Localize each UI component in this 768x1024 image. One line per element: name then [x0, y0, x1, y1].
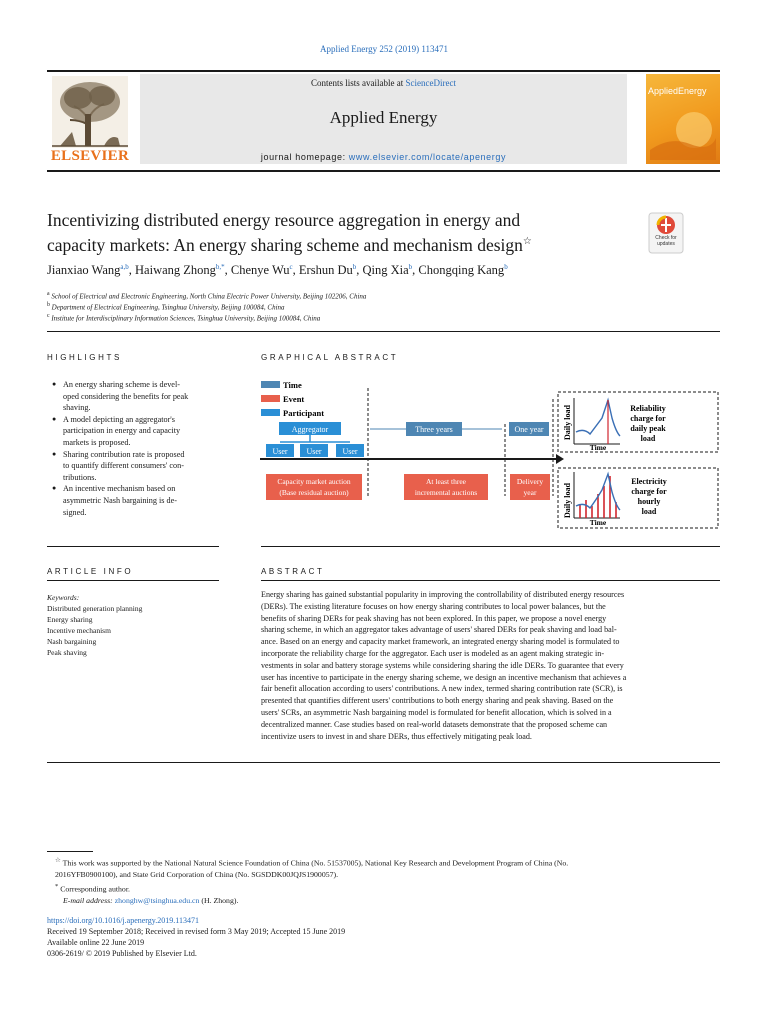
graphical-abstract-figure — [258, 374, 720, 530]
article-info-rule — [47, 580, 219, 581]
highlight-item: ● An incentive mechanism based on asymmetric Nash bargaining is de- signed. — [52, 483, 222, 518]
highlights-heading: HIGHLIGHTS — [47, 353, 122, 362]
author[interactable]: Chongqing Kang$^b$ — [418, 263, 508, 278]
journal-homepage — [140, 152, 627, 162]
article-info-heading: ARTICLE INFO — [47, 567, 134, 576]
reliability-text: load — [640, 434, 656, 443]
affiliation: $^c$ Institute for Interdisciplinary Information Sciences, Tsinghua University, Beijing 100084, China — [47, 313, 321, 323]
keyword: Peak shaving — [47, 648, 87, 657]
abstract-text: Energy sharing has gained substantial popularity in improving the controllability of distributed energy resources (DERs). The existing literature focuses on how energy sharing contributes to local power balances, but the benefits of sharing DERs for peak shaving has not been explored. In this paper, we propose a novel energy sharing scheme, in which an aggregator takes advantage of users' shared DERs for peak shaving and load bal- ance. Based on an energy and capacity market framework, an integrated energy sharing model is formulated to incorporate the reliability charge for the aggregator. Each user is modeled as an agent making strategic in- vestments in solar and battery storage systems while considering sharing the idle DERs. To guarantee that every user has incentive to participate in the energy sharing scheme, we design an incentive mechanism that achieves a fair benefit allocation according to users' contributions. A new index, termed sharing contribution rate (SCR), is presented that quantifies different users' contributions to both energy sharing and peak shaving. Based on the users' SCRs, an asymmetric Nash bargaining model is formulated for benefit allocation, which is solved in a decentralized manner. Case studies based on real-world datasets demonstrate that the proposed scheme can incentivize users to invest in and share DERs, thus effectively mitigating peak load. — [261, 590, 627, 741]
timeline-arrowhead — [556, 454, 564, 464]
author-list: Jianxiao Wang$^{a,b}$, Haiwang Zhong$^{b,*}$, Chenye Wu$^c$, Ershun Du$^b$, Qing Xia$^b$, Chongqing Kang$^b$ — [47, 263, 508, 278]
legend-time-swatch — [261, 381, 280, 388]
header-top-rule — [47, 70, 720, 72]
event-label: Delivery — [516, 477, 544, 486]
graphical-abstract-bottom-rule — [261, 546, 720, 547]
highlights-list — [52, 379, 222, 518]
electricity-text: charge for — [631, 487, 667, 496]
legend-participant-swatch — [261, 409, 280, 416]
electricity-text: load — [641, 507, 657, 516]
author[interactable]: Jianxiao Wang$^{a,b}$ — [47, 263, 129, 278]
cover-art — [650, 100, 716, 160]
legend-event: Event — [283, 394, 305, 404]
cover-title: AppliedEnergy — [648, 86, 707, 96]
user-label: User — [342, 447, 358, 456]
daily-load-label: Daily load — [563, 483, 572, 518]
publication-info — [47, 915, 345, 959]
reliability-text: charge for — [630, 414, 666, 423]
daily-load-label: Daily load — [563, 405, 572, 440]
keywords-block — [47, 592, 142, 658]
paper-title — [47, 210, 607, 256]
author[interactable]: Ershun Du$^b$ — [298, 263, 357, 278]
one-year-label: One year — [514, 425, 544, 434]
title-line-2: capacity markets: An energy sharing scheme and mechanism design — [47, 234, 523, 255]
author[interactable]: Haiwang Zhong$^{b,*}$ — [135, 263, 225, 278]
received-dates: Received 19 September 2018; Received in revised form 3 May 2019; Accepted 15 June 2019 — [47, 927, 346, 936]
electricity-text: hourly — [637, 497, 661, 506]
keywords-label: Keywords: — [47, 593, 80, 602]
homepage-link[interactable]: www.elsevier.com/locate/apenergy — [348, 152, 507, 162]
funding-footnote: ☆ This work was supported by the National Natural Science Foundation of China (No. 51537005), National Key Research and Development Program of China (No. 2016YFB0900100), and State Grid Corporation of China (No. SGSDDK00JQJS1900057). — [55, 857, 569, 879]
keyword: Incentive mechanism — [47, 626, 111, 635]
title-footnote-mark[interactable]: ☆ — [522, 236, 532, 247]
reliability-load-curve — [576, 400, 620, 436]
keyword: Energy sharing — [47, 615, 93, 624]
abstract-heading: ABSTRACT — [261, 567, 325, 576]
homepage-prefix: journal homepage: — [260, 152, 346, 162]
affiliation: $^b$ Department of Electrical Engineering, Tsinghua University, Beijing 100084, China — [47, 302, 285, 312]
user-label: User — [306, 447, 322, 456]
legend-participant: Participant — [283, 408, 325, 418]
keyword: Distributed generation planning — [47, 604, 143, 613]
electricity-text: Electricity — [631, 477, 667, 486]
event-label: Capacity market auction — [277, 477, 351, 486]
journal-citation[interactable]: Applied Energy 252 (2019) 113471 — [320, 44, 448, 54]
elsevier-tree-logo — [52, 76, 128, 148]
email-link[interactable]: zhonghw@tsinghua.edu.cn — [114, 895, 200, 905]
contents-prefix: Contents lists available at — [311, 78, 404, 88]
title-line-1: Incentivizing distributed energy resource aggregation in energy and — [47, 210, 521, 230]
available-online: Available online 22 June 2019 — [47, 938, 145, 947]
affiliation: $^a$ School of Electrical and Electronic Engineering, North China Electric Power University, Beijing 102206, China — [47, 291, 367, 301]
crossmark-icon[interactable] — [648, 212, 684, 254]
author[interactable]: Qing Xia$^b$ — [362, 263, 413, 278]
crossmark-label[interactable]: Check for updates — [655, 235, 677, 247]
section-divider — [47, 331, 720, 332]
reliability-text: Reliability — [630, 404, 666, 413]
time-label: Time — [589, 518, 607, 527]
reliability-text: daily peak — [630, 424, 666, 433]
sciencedirect-link[interactable]: ScienceDirect — [405, 78, 456, 88]
contents-available — [140, 78, 627, 88]
highlight-item: ● A model depicting an aggregator's participation in energy and capacity markets is proposed. — [52, 414, 222, 449]
user-label: User — [272, 447, 288, 456]
graphical-abstract-heading: GRAPHICAL ABSTRACT — [261, 353, 399, 362]
event-label: (Base residual auction) — [279, 488, 349, 497]
elsevier-wordmark: ELSEVIER — [50, 148, 130, 164]
abstract-bottom-rule — [47, 762, 720, 763]
aggregator-label: Aggregator — [291, 425, 329, 434]
event-label: At least three — [426, 477, 466, 486]
event-label: incremental auctions — [414, 488, 478, 497]
legend-event-swatch — [261, 395, 280, 402]
copyright: 0306-2619/ © 2019 Published by Elsevier Ltd. — [47, 949, 197, 958]
event-label: year — [523, 488, 537, 497]
footnote-rule — [47, 851, 93, 852]
header-bottom-rule — [47, 170, 720, 172]
journal-title: Applied Energy — [329, 108, 438, 127]
abstract-rule — [261, 580, 720, 581]
author[interactable]: Chenye Wu$^c$ — [230, 263, 293, 278]
legend-time: Time — [283, 380, 302, 390]
three-years-label: Three years — [415, 425, 453, 434]
doi-link[interactable]: https://doi.org/10.1016/j.apenergy.2019.113471 — [47, 916, 199, 925]
highlight-item: ● Sharing contribution rate is proposed to quantify different consumers' con- tributions. — [52, 449, 222, 484]
corresponding-footnote: * Corresponding author. E-mail address: zhonghw@tsinghua.edu.cn (H. Zhong). — [55, 883, 239, 905]
time-label: Time — [589, 443, 607, 452]
keyword: Nash bargaining — [47, 637, 97, 646]
highlight-item: ● An energy sharing scheme is devel- oped considering the benefits for peak shaving. — [52, 379, 222, 414]
highlights-bottom-rule — [47, 546, 219, 547]
